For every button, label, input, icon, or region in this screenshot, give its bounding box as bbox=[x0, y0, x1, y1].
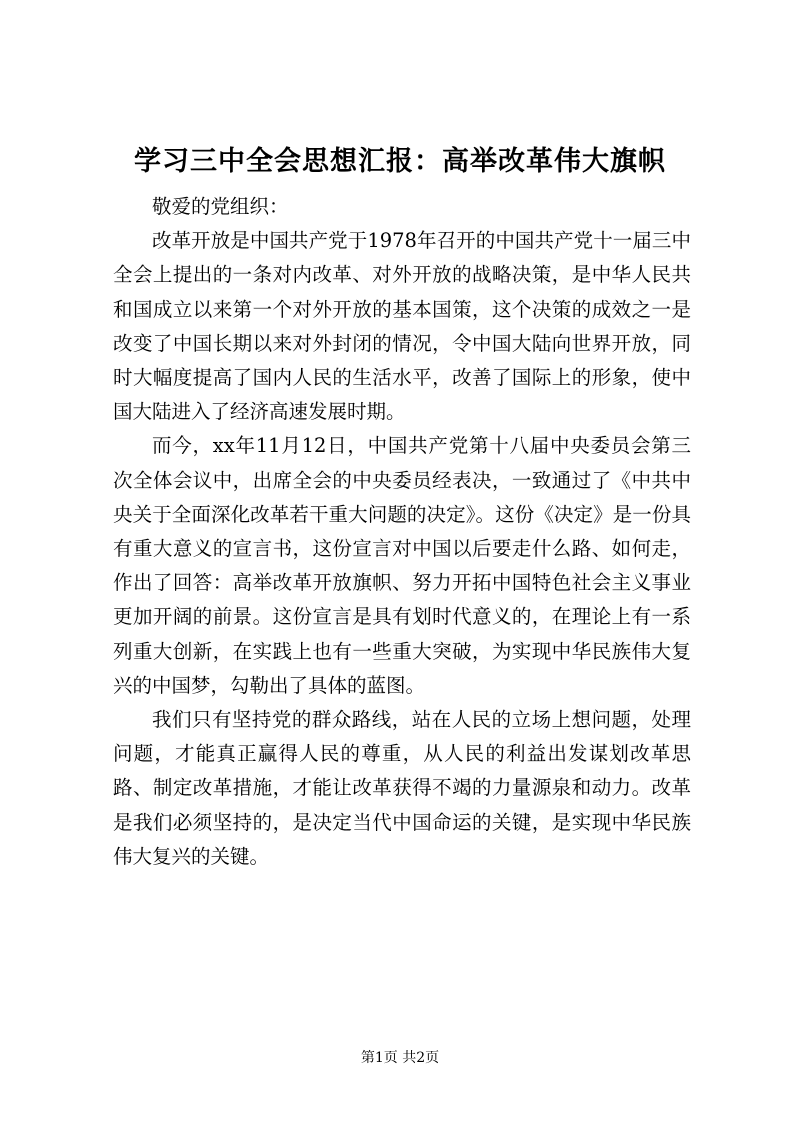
document-title: 学习三中全会思想汇报：高举改革伟大旗帜 bbox=[134, 146, 666, 177]
page-footer: 第1页 共2页 bbox=[360, 1050, 440, 1066]
paragraph-2: 而今，xx年11月12日，中国共产党第十八届中央委员会第三次全体会议中，出席全会的中央委员经表决，一致通过了《中共中央关于全面深化改革若干重大问题的决定》。这份《决定》是一份具有重大意义的宣言书，这份宣言对中国以后要走什么路、如何走，作出了回答：高举改革开放旗帜、努力开拓中国特色社会主义事业更加开阔的前景。这份宣言是具有划时代意义的，在理论上有一系列重大创新，在实践上也有一些重大突破，为实现中华民族伟大复兴的中国梦，勾勒出了具体的蓝图。 bbox=[113, 434, 691, 697]
paragraph-3: 我们只有坚持党的群众路线，站在人民的立场上想问题，处理问题，才能真正赢得人民的尊重，从人民的利益出发谋划改革思路、制定改革措施，才能让改革获得不竭的力量源泉和动力。改革是我们必须坚持的，是决定当代中国命运的关键，是实现中华民族伟大复兴的关键。 bbox=[113, 708, 691, 868]
document-body bbox=[113, 190, 691, 874]
paragraph-1: 改革开放是中国共产党于1978年召开的中国共产党十一届三中全会上提出的一条对内改革、对外开放的战略决策，是中华人民共和国成立以来第一个对外开放的基本国策，这个决策的成效之一是改变了中国长期以来对外封闭的情况，令中国大陆向世界开放，同时大幅度提高了国内人民的生活水平，改善了国际上的形象，使中国大陆进入了经济高速发展时期。 bbox=[113, 229, 691, 424]
salutation: 敬爱的党组织： bbox=[152, 195, 289, 218]
